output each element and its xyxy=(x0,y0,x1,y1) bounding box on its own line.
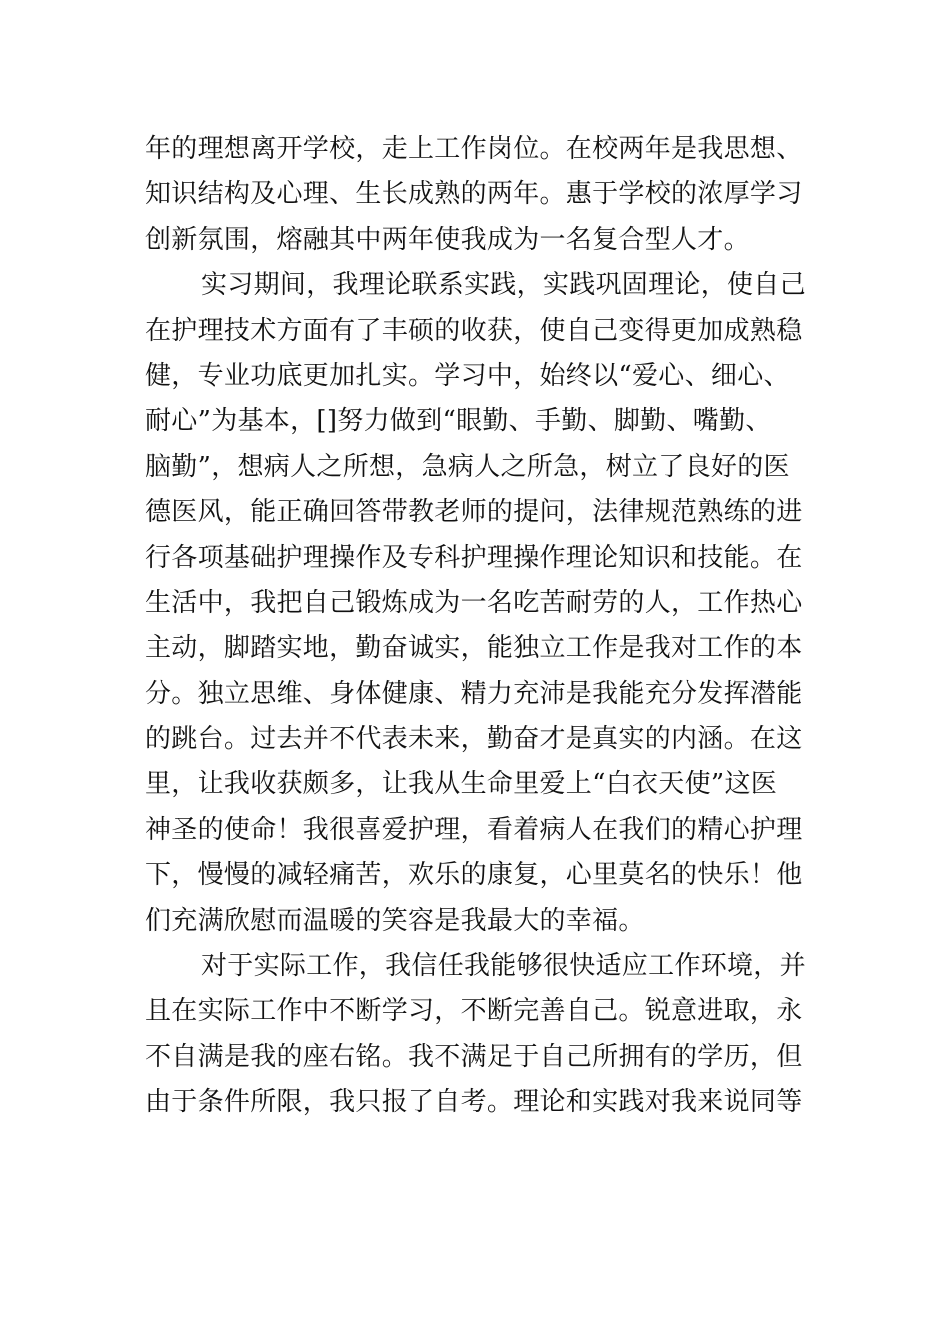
text-line: 健，专业功底更加扎实。学习中，始终以“爱心、细心、 xyxy=(145,360,790,391)
paragraph-first-line: 实习期间，我理论联系实践，实践巩固理论，使自己 xyxy=(201,270,806,301)
text-line: 不自满是我的座右铭。我不满足于自己所拥有的学历，但 xyxy=(145,1041,803,1072)
text-line: 在护理技术方面有了丰硕的收获，使自己变得更加成熟稳 xyxy=(145,315,803,346)
text-line: 德医风，能正确回答带教老师的提问，法律规范熟练的进 xyxy=(145,497,803,528)
text-line: 神圣的使命！我很喜爱护理，看着病人在我们的精心护理 xyxy=(145,814,803,845)
text-line: 生活中，我把自己锻炼成为一名吃苦耐劳的人，工作热心 xyxy=(145,587,803,618)
text-line: 分。独立思维、身体健康、精力充沛是我能充分发挥潜能 xyxy=(145,678,803,709)
text-line: 知识结构及心理、生长成熟的两年。惠于学校的浓厚学习 xyxy=(145,179,803,210)
paragraph-first-line: 对于实际工作，我信任我能够很快适应工作环境，并 xyxy=(201,951,806,982)
text-line: 创新氛围，熔融其中两年使我成为一名复合型人才。 xyxy=(145,224,750,255)
text-line: 由于条件所限，我只报了自考。理论和实践对我来说同等 xyxy=(145,1087,803,1118)
text-line: 耐心”为基本，[]努力做到“眼勤、手勤、脚勤、嘴勤、 xyxy=(145,406,772,437)
text-line: 们充满欣慰而温暖的笑容是我最大的幸福。 xyxy=(145,905,645,936)
text-line: 行各项基础护理操作及专科护理操作理论知识和技能。在 xyxy=(145,542,803,573)
text-line: 里，让我收获颇多，让我从生命里爱上“白衣天使”这医 xyxy=(145,769,778,800)
text-line: 脑勤”，想病人之所想，急病人之所急，树立了良好的医 xyxy=(145,451,790,482)
text-line: 主动，脚踏实地，勤奋诚实，能独立工作是我对工作的本 xyxy=(145,633,803,664)
text-line: 年的理想离开学校，走上工作岗位。在校两年是我思想、 xyxy=(145,134,803,164)
text-line: 下，慢慢的减轻痛苦，欢乐的康复，心里莫名的快乐！他 xyxy=(145,860,803,891)
text-line: 且在实际工作中不断学习，不断完善自己。锐意进取，永 xyxy=(145,996,803,1027)
text-line: 的跳台。过去并不代表未来，勤奋才是真实的内涵。在这 xyxy=(145,724,803,755)
document-body xyxy=(145,127,810,1126)
